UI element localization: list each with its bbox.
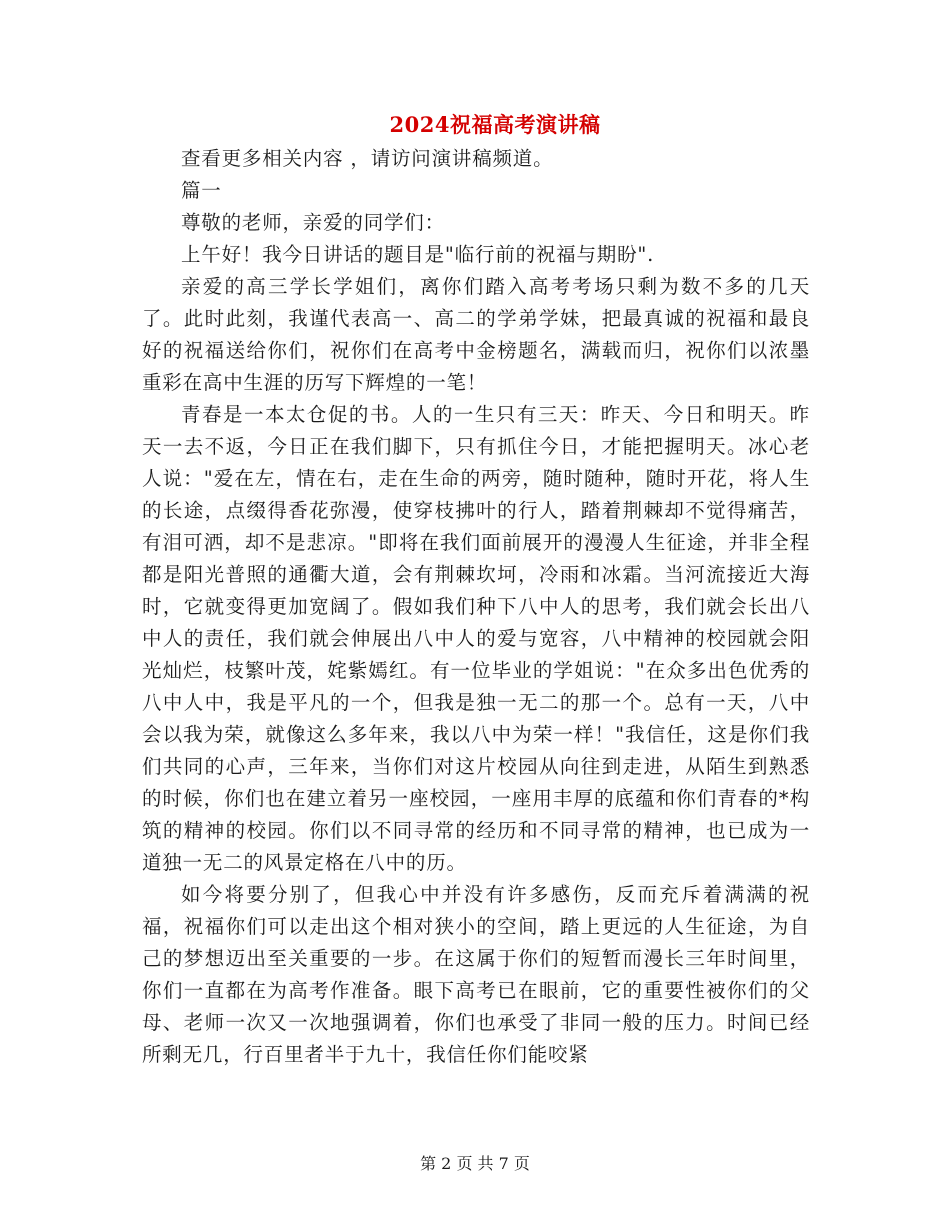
paragraph: 查看更多相关内容 ，请访问演讲稿频道。 [181, 147, 554, 170]
paragraph: 青春是一本太仓促的书。人的一生只有三天：昨天、今日和明天。昨天一去不返，今日正在我们脚下，只有抓住今日，才能把握明天。冰心老人说："爱在左，情在右，走在生命的两旁，随时随种，随时开花，将人生的长途，点缀得香花弥漫，使穿枝拂叶的行人，踏着荆棘却不觉得痛苦，有泪可洒，却不是悲凉。"即将在我们面前展开的漫漫人生征途，并非全程都是阳光普照的通衢大道，会有荆棘坎坷，冷雨和冰霜。当河流接近大海时，它就变得更加宽阔了。假如我们种下八中人的思考，我们就会长出八中人的责任，我们就会伸展出八中人的爱与宽容，八中精神的校园就会阳光灿烂，枝繁叶茂，姹紫嫣红。有一位毕业的学姐说："在众多出色优秀的八中人中，我是平凡的一个，但我是独一无二的那一个。总有一天，八中会以我为荣，就像这么多年来，我以八中为荣一样！"我信任，这是你们我们共同的心声，三年来，当你们对这片校园从向往到走进，从陌生到熟悉的时候，你们也在建立着另一座校园，一座用丰厚的底蕴和你们青春的*构筑的精神的校园。你们以不同寻常的经历和不同寻常的精神，也已成为一道独一无二的风景定格在八中的历。 [142, 403, 810, 874]
paragraph: 亲爱的高三学长学姐们，离你们踏入高考考场只剩为数不多的几天了。此时此刻，我谨代表高一、高二的学弟学妹，把最真诚的祝福和最良好的祝福送给你们，祝你们在高考中金榜题名，满载而归，祝你们以浓墨重彩在高中生涯的历写下辉煌的一笔！ [142, 275, 810, 394]
page-number: 第 2 页 共 7 页 [420, 1154, 530, 1173]
paragraph: 上午好！我今日讲话的题目是"临行前的祝福与期盼". [181, 243, 655, 266]
document-body [142, 143, 810, 1071]
paragraph: 如今将要分别了，但我心中并没有许多感伤，反而充斥着满满的祝福，祝福你们可以走出这个相对狭小的空间，踏上更远的人生征途，为自己的梦想迈出至关重要的一步。在这属于你们的短暂而漫长三年时间里，你们一直都在为高考作准备。眼下高考已在眼前，它的重要性被你们的父母、老师一次又一次地强调着，你们也承受了非同一般的压力。时间已经所剩无几，行百里者半于九十，我信任你们能咬紧 [142, 883, 810, 1066]
paragraph: 尊敬的老师，亲爱的同学们： [181, 211, 445, 234]
document-title: 2024祝福高考演讲稿 [389, 112, 601, 137]
page-footer [0, 1152, 950, 1176]
paragraph: 篇一 [181, 179, 222, 202]
